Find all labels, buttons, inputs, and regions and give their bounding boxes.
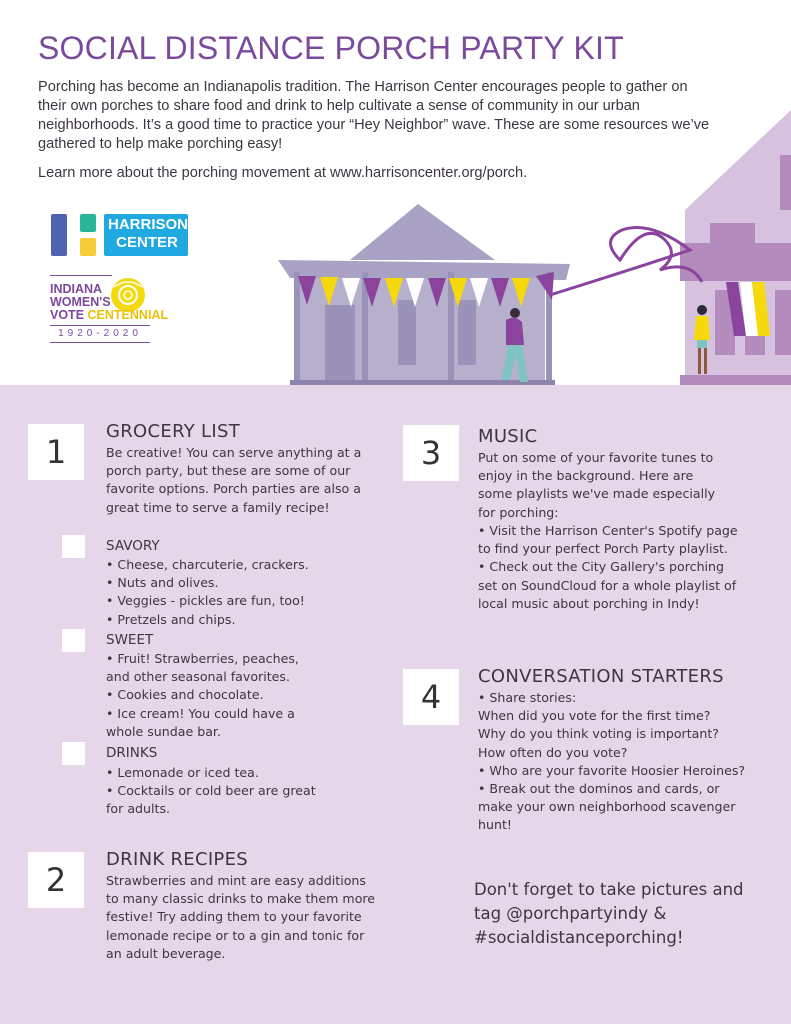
section-2-number: 2 bbox=[28, 852, 84, 908]
list-item: • Cookies and chocolate. bbox=[106, 687, 264, 703]
section-1-title: GROCERY LIST bbox=[106, 421, 240, 442]
list-item: Why do you think voting is important? bbox=[478, 726, 719, 742]
list-item: • Lemonade or iced tea. bbox=[106, 765, 259, 780]
section-4-title: CONVERSATION STARTERS bbox=[478, 666, 724, 687]
social-media-callout: Don't forget to take pictures and tag @porchpartyindy & #socialdistanceporching! bbox=[474, 880, 744, 947]
vote-logo-line1: INDIANA bbox=[50, 282, 103, 296]
music-list bbox=[478, 522, 740, 613]
savory-title: SAVORY bbox=[106, 538, 160, 554]
section-3-number: 3 bbox=[403, 425, 459, 481]
section-4-number: 4 bbox=[403, 669, 459, 725]
savory-checkbox[interactable] bbox=[62, 535, 85, 558]
intro-paragraph: Porching has become an Indianapolis tradition. The Harrison Center encourages people to gather on their own porches to share food and drink to help cultivate a sense of community in our urban neighborhoods. It’s a good time to practice your “Hey Neighbor” wave. These are some resources we’ve gathered to help make porching easy! bbox=[38, 79, 710, 152]
list-item: • Cheese, charcuterie, crackers. bbox=[106, 557, 309, 572]
harrison-logo-line2: CENTER bbox=[116, 234, 178, 251]
section-1-number: 1 bbox=[28, 424, 84, 480]
section-3-title: MUSIC bbox=[478, 426, 538, 447]
section-2-body: Strawberries and mint are easy additions to many classic drinks to make them more festive! Try adding them to your favorite lemonade recipe or to a gin and tonic for an adult beverage. bbox=[106, 873, 376, 961]
sweet-title: SWEET bbox=[106, 632, 154, 648]
section-1-body: Be creative! You can serve anything at a porch party, but these are some of our favorite options. Porch parties are also a great time to serve a family recipe! bbox=[106, 445, 362, 515]
sweet-checkbox[interactable] bbox=[62, 629, 85, 652]
learn-more-text: Learn more about the porching movement at www.harrisoncenter.org/porch. bbox=[38, 165, 528, 181]
list-item: • Who are your favorite Hoosier Heroines? bbox=[478, 762, 746, 778]
list-item: • Veggies - pickles are fun, too! bbox=[106, 593, 305, 609]
vote-logo-centennial: CENTENNIAL bbox=[87, 308, 169, 322]
drinks-list bbox=[106, 764, 336, 819]
section-2-title: DRINK RECIPES bbox=[106, 849, 248, 870]
list-item: • Visit the Harrison Center's Spotify page to find your perfect Porch Party playlist. bbox=[478, 523, 738, 557]
conversation-list bbox=[478, 689, 753, 835]
porch-party-illustration bbox=[270, 100, 791, 394]
list-item: • Share stories: bbox=[478, 690, 577, 705]
harrison-center-logo bbox=[50, 213, 190, 261]
sweet-list bbox=[106, 650, 316, 741]
list-item: When did you vote for the first time? bbox=[478, 708, 711, 724]
section-3-body: Put on some of your favorite tunes to enjoy in the background. Here are some playlists we've made especially for porching: bbox=[478, 450, 716, 520]
list-item: • Ice cream! You could have a whole sundae bar. bbox=[106, 705, 295, 739]
list-item: • Fruit! Strawberries, peaches, and other seasonal favorites. bbox=[106, 651, 299, 685]
list-item: • Nuts and olives. bbox=[106, 575, 219, 591]
list-item: • Break out the dominos and cards, or make your own neighborhood scavenger hunt! bbox=[478, 781, 736, 833]
list-item: • Cocktails or cold beer are great for adults. bbox=[106, 783, 316, 817]
list-item: • Check out the City Gallery's porching set on SoundCloud for a whole playlist of local music about porching in Indy! bbox=[478, 559, 737, 611]
page-title: SOCIAL DISTANCE PORCH PARTY KIT bbox=[38, 30, 624, 66]
vote-logo-vote: VOTE bbox=[50, 308, 85, 322]
list-item: How often do you vote? bbox=[478, 744, 628, 760]
drinks-title: DRINKS bbox=[106, 745, 158, 761]
list-item: • Pretzels and chips. bbox=[106, 611, 236, 627]
vote-logo-line2: WOMEN'S bbox=[50, 295, 111, 309]
vote-logo-years: 1920-2020 bbox=[58, 328, 142, 339]
drinks-checkbox[interactable] bbox=[62, 742, 85, 765]
savory-list bbox=[106, 556, 346, 629]
harrison-logo-line1: HARRISON bbox=[108, 216, 189, 233]
